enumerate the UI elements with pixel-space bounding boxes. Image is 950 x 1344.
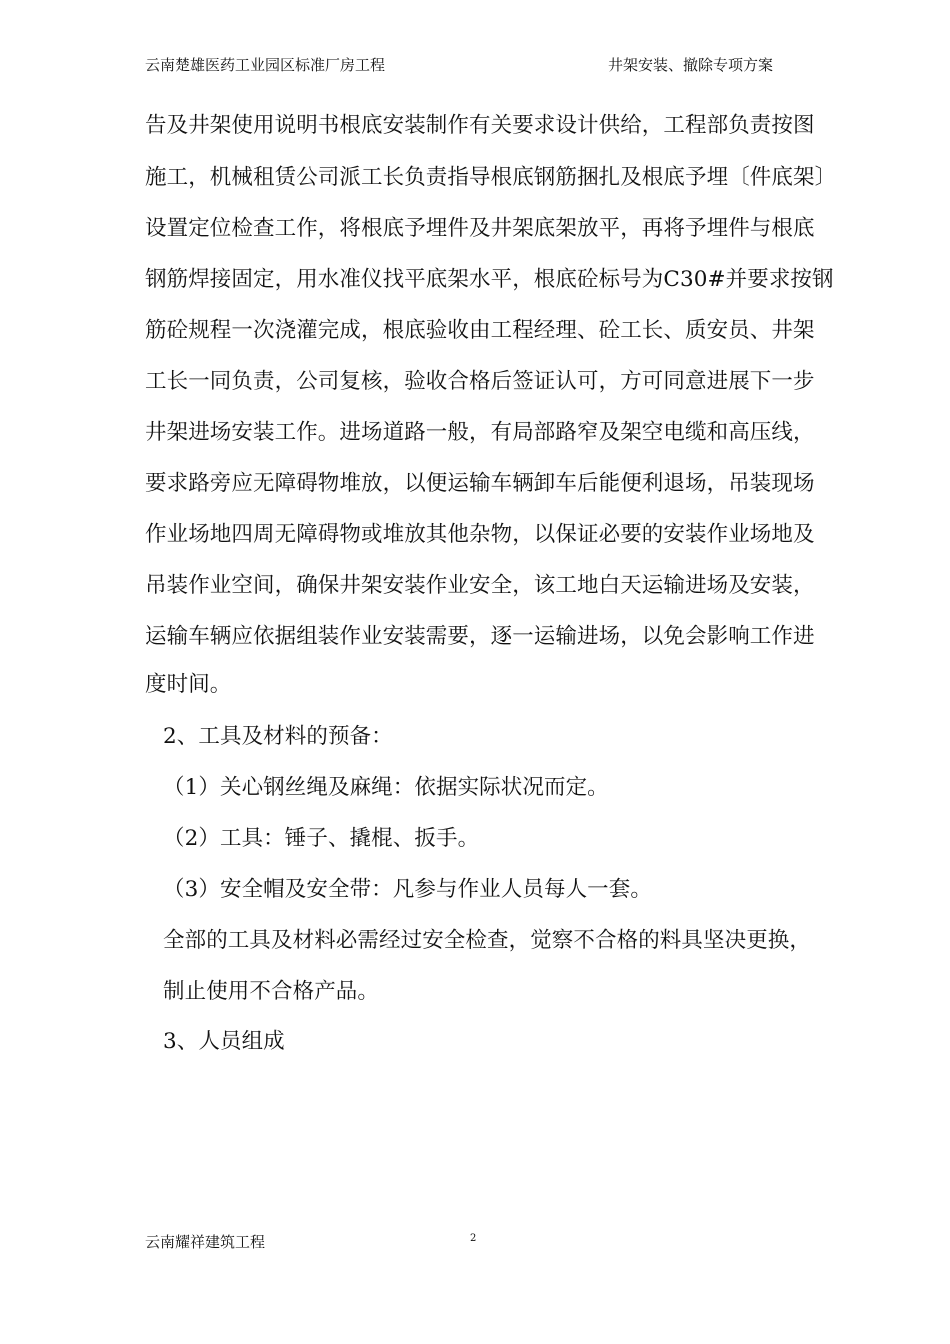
- section-heading-personnel: 3、人员组成: [163, 1029, 285, 1054]
- header-divider: [145, 84, 835, 85]
- paragraph-line: 要求路旁应无障碍物堆放，以便运输车辆卸车后能便利退场，吊装现场: [145, 471, 815, 496]
- header-project-title: 云南楚雄医药工业园区标准厂房工程: [145, 56, 386, 74]
- paragraph-line: 井架进场安装工作。进场道路一般，有局部路窄及架空电缆和高压线，: [145, 420, 815, 445]
- section-heading-tools: 2、工具及材料的预备：: [163, 724, 393, 749]
- list-item: （1）关心钢丝绳及麻绳：依据实际状况而定。: [163, 775, 609, 800]
- paragraph-line: 工长一同负责，公司复核，验收合格后签证认可，方可同意进展下一步: [145, 369, 815, 394]
- footer-company: 云南耀祥建筑工程: [145, 1233, 266, 1251]
- paragraph-line: 吊装作业空间，确保井架安装作业安全，该工地白天运输进场及安装，: [145, 573, 815, 598]
- paragraph-line: 筋砼规程一次浇灌完成，根底验收由工程经理、砼工长、质安员、井架: [145, 318, 815, 343]
- paragraph-line: 钢筋焊接固定，用水准仪找平底架水平，根底砼标号为C30#并要求按钢: [145, 267, 834, 292]
- list-item: （3）安全帽及安全带：凡参与作业人员每人一套。: [163, 877, 652, 902]
- note-line: 全部的工具及材料必需经过安全检查，觉察不合格的料具坚决更换，: [163, 928, 812, 953]
- paragraph-line: 度时间。: [145, 672, 232, 697]
- paragraph-line: 作业场地四周无障碍物或堆放其他杂物，以保证必要的安装作业场地及: [145, 522, 815, 547]
- paragraph-line: 施工，机械租赁公司派工长负责指导根底钢筋捆扎及根底予埋〔件底架〕: [145, 165, 837, 190]
- paragraph-line: 设置定位检查工作，将根底予埋件及井架底架放平，再将予埋件与根底: [145, 216, 815, 241]
- note-line: 制止使用不合格产品。: [163, 979, 380, 1004]
- list-item: （2）工具：锤子、撬棍、扳手。: [163, 826, 480, 851]
- page-number: 2: [470, 1233, 477, 1244]
- header-document-title: 井架安装、撤除专项方案: [608, 56, 774, 74]
- paragraph-line: 运输车辆应依据组装作业安装需要，逐一运输进场，以免会影响工作进: [145, 624, 815, 649]
- paragraph-line: 告及井架使用说明书根底安装制作有关要求设计供给，工程部负责按图: [145, 113, 815, 138]
